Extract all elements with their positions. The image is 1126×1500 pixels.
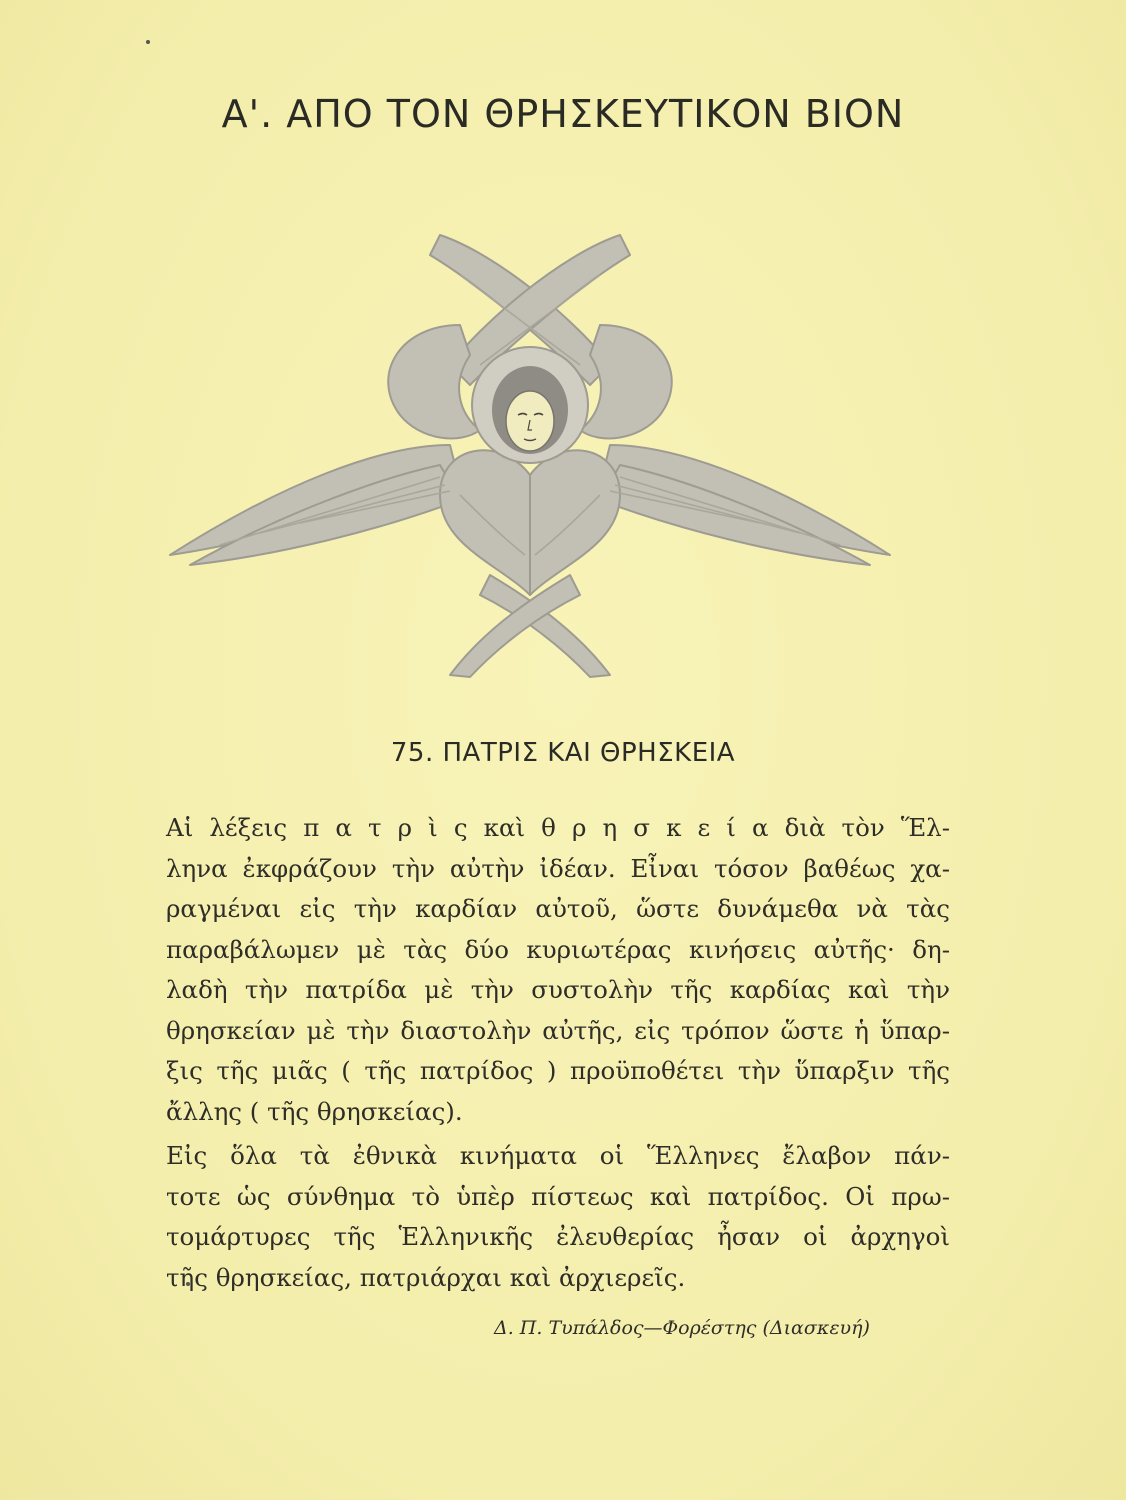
- text-line: παραβάλωμεν μὲ τὰς δύο κυριωτέρας κινήσεις αὐτῆς· δη-: [166, 934, 950, 964]
- text-line: λαδὴ τὴν πατρίδα μὲ τὴν συστολὴν τῆς καρδίας καὶ τὴν: [166, 975, 950, 1004]
- text-line: Εἰς ὅλα τὰ ἐθνικὰ κινήματα οἱ Ἕλληνες ἔλαβον πάν-: [166, 1141, 950, 1170]
- seraph-icon: [160, 215, 900, 685]
- section-title: 75. ΠΑΤΡΙΣ ΚΑΙ ΘΡΗΣΚΕΙΑ: [390, 738, 736, 768]
- text-line: ξις τῆς μιᾶς ( τῆς πατρίδος ) προϋποθέτει τὴν ὕπαρξιν τῆς: [166, 1056, 950, 1085]
- text-line: ἄλλης ( τῆς θρησκείας).: [166, 1096, 463, 1126]
- text-line: ραγμέναι εἰς τὴν καρδίαν αὐτοῦ, ὥστε δυνάμεθα νὰ τὰς: [166, 894, 950, 923]
- margin-speck: [146, 40, 150, 44]
- text-line: Αἱ λέξεις π α τ ρ ὶ ς καὶ θ ρ η σ κ ε ί α διὰ τὸν Ἕλ-: [166, 813, 950, 842]
- text-line: τῆς θρησκείας, πατριάρχαι καὶ ἀρχιερεῖς.: [166, 1262, 686, 1292]
- body-text: [166, 808, 950, 1298]
- text-line: τοτε ὡς σύνθημα τὸ ὑπὲρ πίστεως καὶ πατρίδος. Οἱ πρω-: [166, 1181, 950, 1211]
- attribution: Δ. Π. Τυπάλδος—Φορέστης (Διασκευή): [494, 1317, 870, 1339]
- text-line: ληνα ἐκφράζουν τὴν αὐτὴν ἰδέαν. Εἶναι τόσον βαθέως χα-: [166, 853, 950, 883]
- text-line: τομάρτυρες τῆς Ἑλληνικῆς ἐλευθερίας ἦσαν οἱ ἀρχηγοὶ: [166, 1222, 950, 1251]
- text-line: θρησκείαν μὲ τὴν διαστολὴν αὐτῆς, εἰς τρόπον ὥστε ἡ ὕπαρ-: [166, 1015, 950, 1045]
- chapter-title: Α'. ΑΠΟ ΤΟΝ ΘΡΗΣΚΕΥΤΙΚΟΝ ΒΙΟΝ: [221, 92, 905, 136]
